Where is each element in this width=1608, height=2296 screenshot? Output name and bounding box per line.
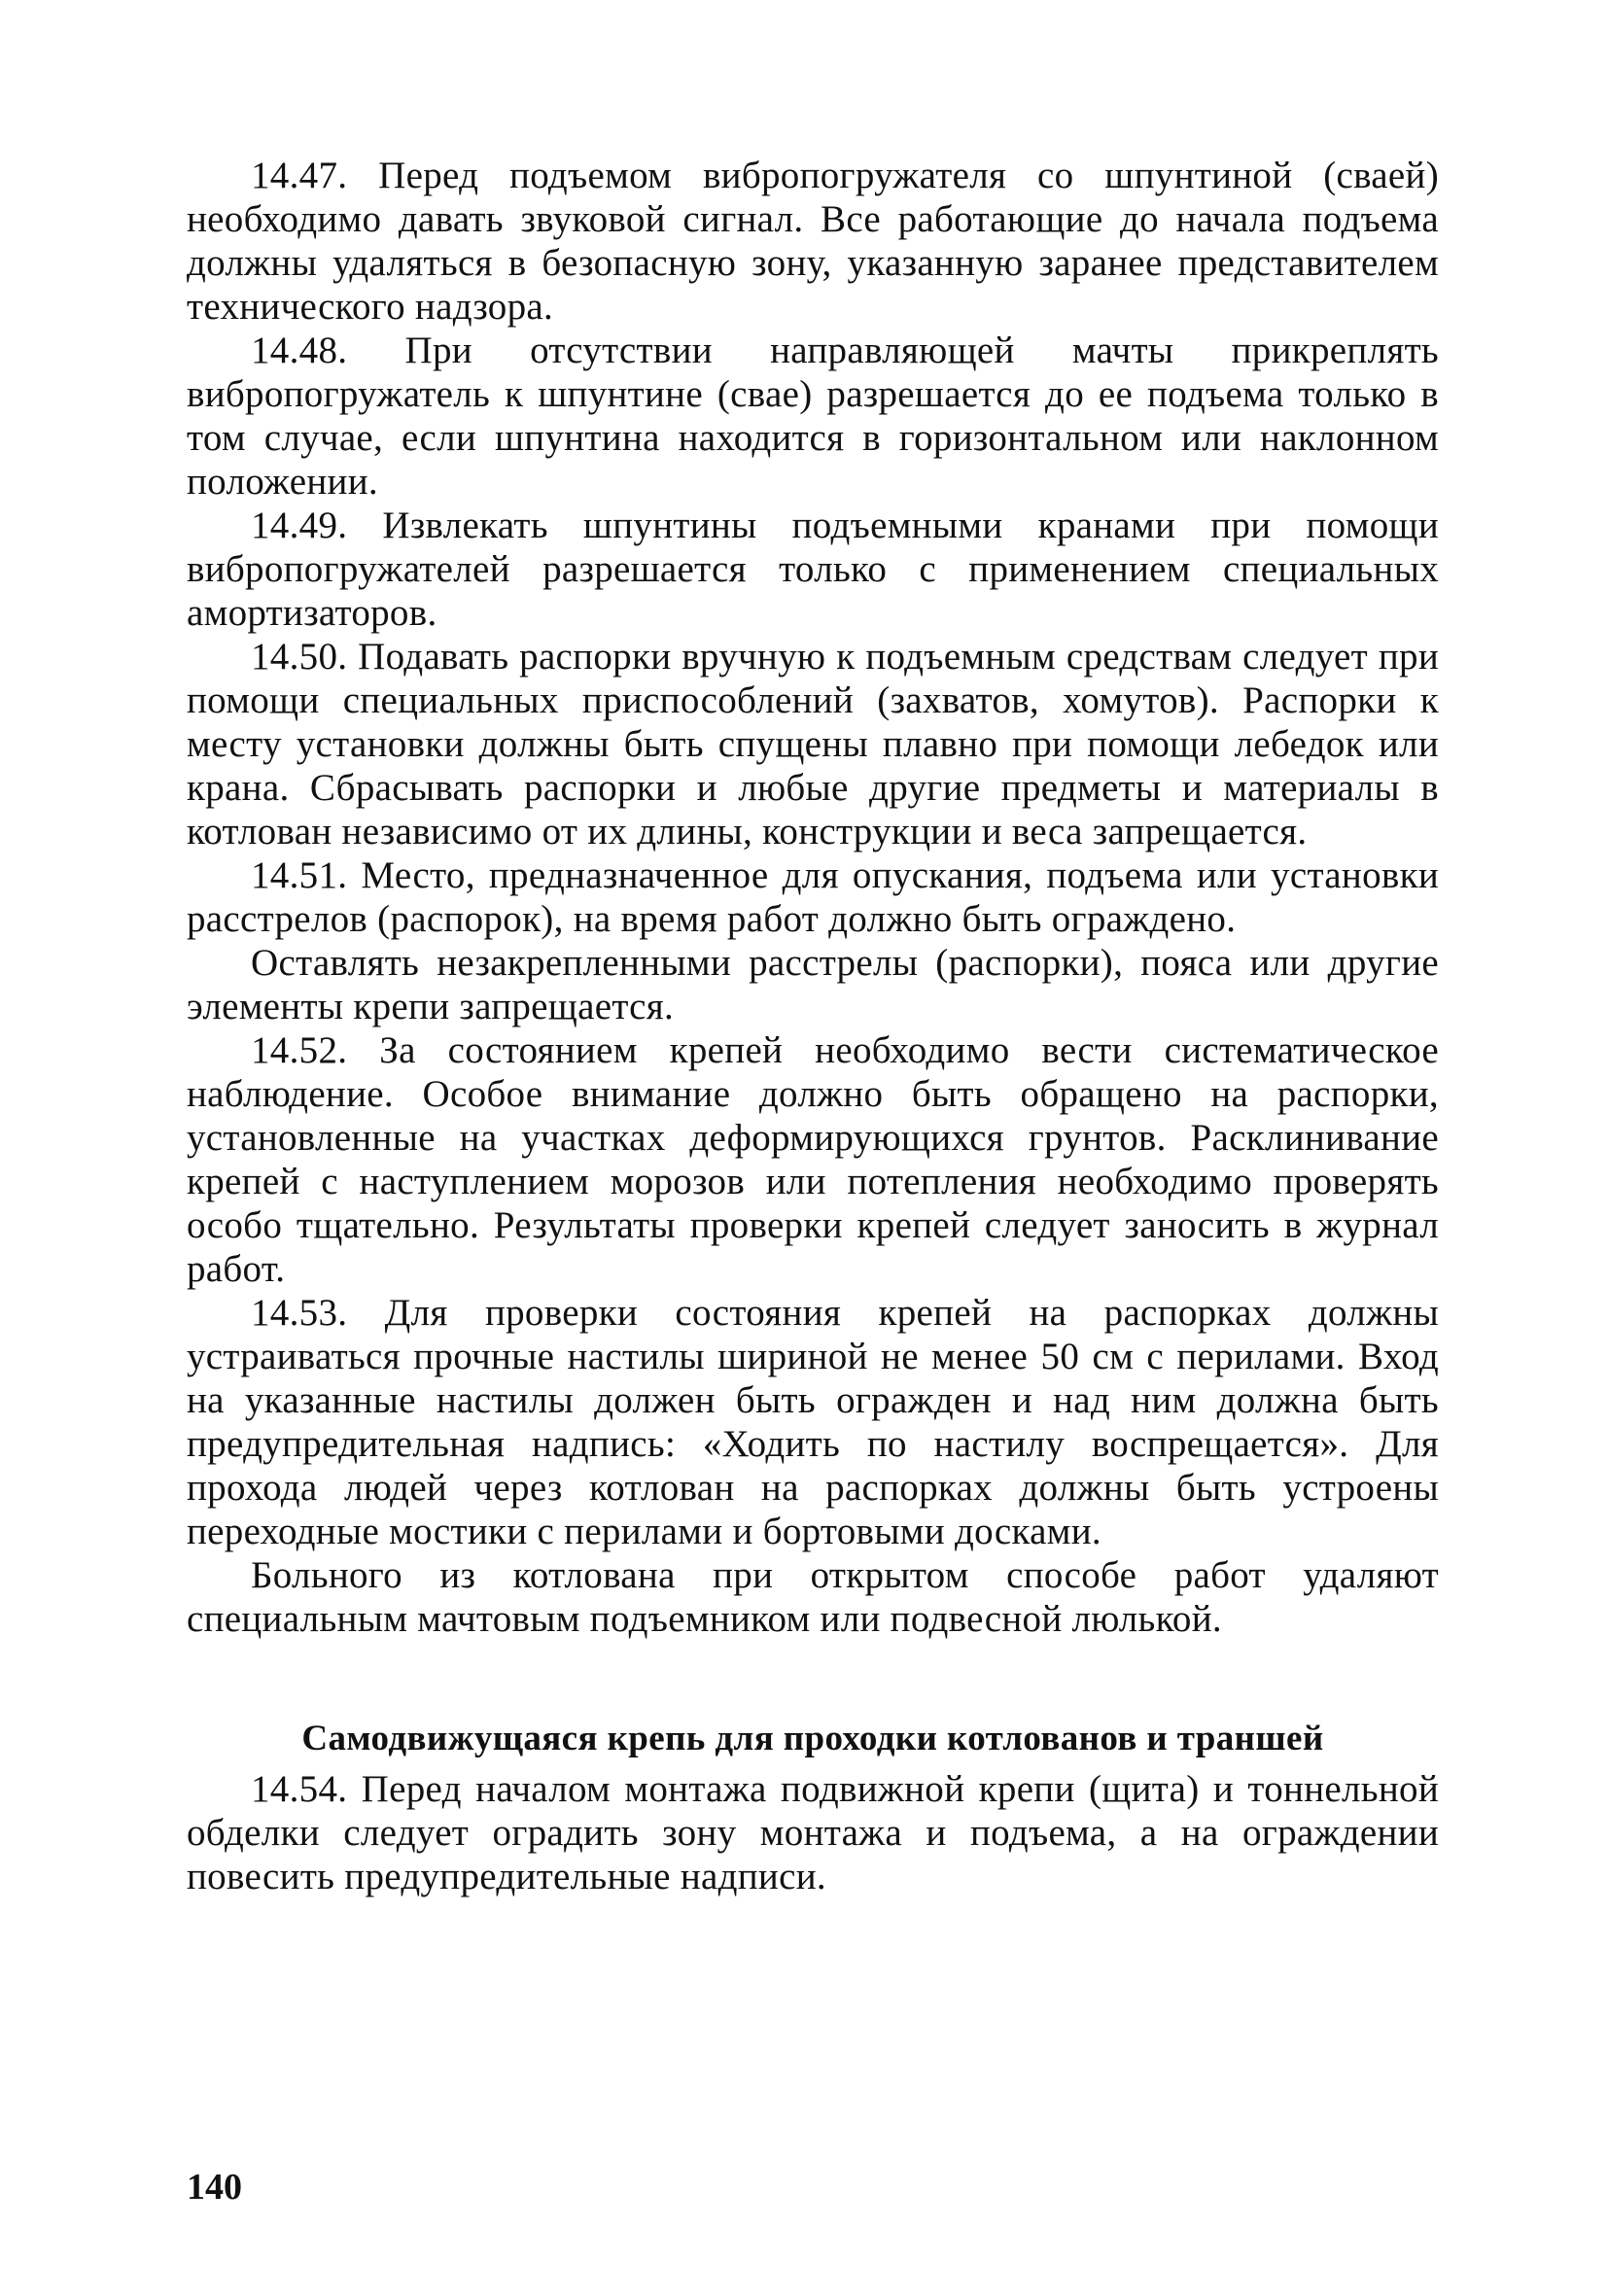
paragraph-14-53-continuation: Больного из котлована при открытом способе работ удаляют специальным мачтовым подъемником или подвесной люлькой. (187, 1554, 1439, 1640)
page-content (187, 154, 1439, 1898)
paragraph-14-53: 14.53. Для проверки состояния крепей на распорках должны устраиваться прочные настилы шириной не менее 50 см с перилами. Вход на указанные настилы должен быть огражден и над ним должна быть предупредительная надпись: «Ходить по настилу воспрещается». Для прохода людей через котлован на распорках должны быть устроены переходные мостики с перилами и бортовыми досками. (187, 1292, 1439, 1552)
section-heading: Самодвижущаяся крепь для проходки котлованов и траншей (301, 1719, 1324, 1758)
paragraph-14-47: 14.47. Перед подъемом вибропогружателя со шпунтиной (сваей) необходимо давать звуковой сигнал. Все работающие до начала подъема должны удаляться в безопасную зону, указанную заранее представителем технического надзора. (187, 155, 1439, 328)
paragraph-14-54: 14.54. Перед началом монтажа подвижной крепи (щита) и тоннельной обделки следует оградить зону монтажа и подъема, а на ограждении повесить предупредительные надписи. (187, 1768, 1439, 1897)
paragraph-14-49: 14.49. Извлекать шпунтины подъемными кранами при помощи вибропогружателей разрешается только с применением специальных амортизаторов. (187, 504, 1439, 634)
paragraph-14-52: 14.52. За состоянием крепей необходимо вести систематическое наблюдение. Особое внимание должно быть обращено на распорки, установленные на участках деформирующихся грунтов. Расклинивание крепей с наступлением морозов или потепления необходимо проверять особо тщательно. Результаты проверки крепей следует заносить в журнал работ. (187, 1029, 1439, 1290)
page-number: 140 (187, 2167, 242, 2208)
paragraph-14-50: 14.50. Подавать распорки вручную к подъемным средствам следует при помощи специальных приспособлений (захватов, хомутов). Распорки к месту установки должны быть спущены плавно при помощи лебедок или крана. Сбрасывать распорки и любые другие предметы и материалы в котлован независимо от их длины, конструкции и веса запрещается. (187, 636, 1439, 852)
paragraph-14-48: 14.48. При отсутствии направляющей мачты прикреплять вибропогружатель к шпунтине (свае) разрешается до ее подъема только в том случае, если шпунтина находится в горизонтальном или наклонном положении. (187, 330, 1439, 503)
paragraph-14-51: 14.51. Место, предназначенное для опускания, подъема или установки расстрелов (распорок), на время работ должно быть ограждено. (187, 854, 1439, 940)
paragraph-14-51-continuation: Оставлять незакрепленными расстрелы (распорки), пояса или другие элементы крепи запрещается. (187, 942, 1439, 1027)
